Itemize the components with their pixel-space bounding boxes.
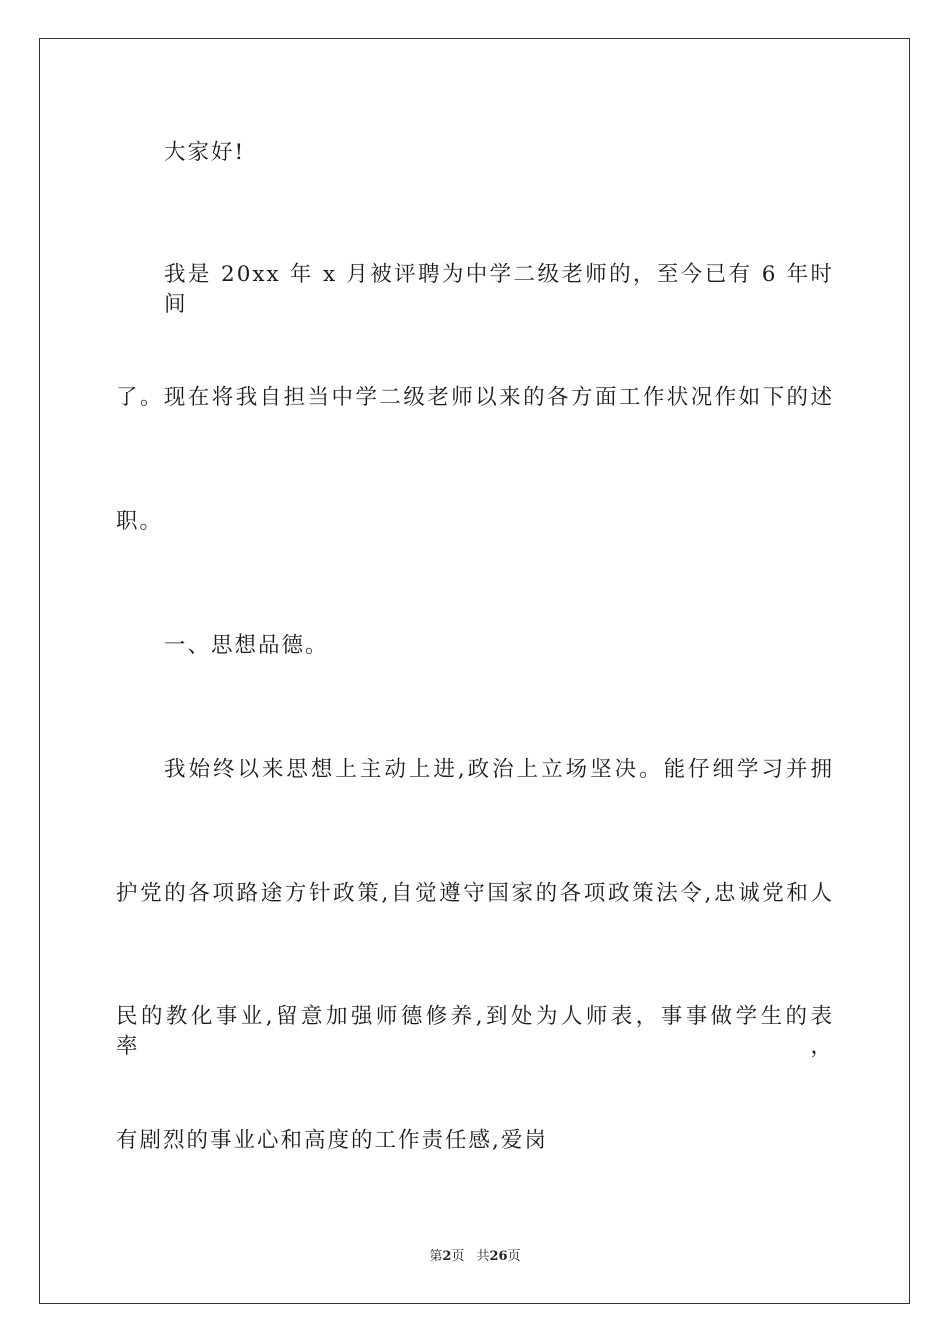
page-border bbox=[39, 38, 910, 1304]
page-number-prefix: 第 bbox=[429, 1249, 443, 1264]
paragraph-2-line-3: 民的教化事业,留意加强师德修养,到处为人师表，事事做学生的表率， bbox=[116, 1004, 834, 1059]
section-heading: 一、思想品德。 bbox=[164, 633, 329, 658]
total-pages-prefix: 共 bbox=[476, 1249, 490, 1264]
page-number-suffix: 页 bbox=[451, 1249, 465, 1264]
greeting-line: 大家好! bbox=[164, 140, 246, 165]
paragraph-1-line-1: 我是 20xx 年 x 月被评聘为中学二级老师的，至今已有 6 年时间 bbox=[164, 262, 834, 317]
paragraph-1-line-3: 职。 bbox=[116, 509, 164, 534]
paragraph-2-line-4: 有剧烈的事业心和高度的工作责任感,爱岗 bbox=[116, 1128, 548, 1153]
paragraph-2-line-2: 护党的各项路途方针政策,自觉遵守国家的各项政策法令,忠诚党和人 bbox=[116, 881, 834, 906]
current-page-number: 2 bbox=[442, 1249, 452, 1264]
total-pages-suffix: 页 bbox=[507, 1249, 521, 1264]
total-pages-number: 26 bbox=[489, 1249, 508, 1264]
paragraph-1-line-2: 了。现在将我自担当中学二级老师以来的各方面工作状况作如下的述 bbox=[116, 385, 834, 410]
page-footer bbox=[0, 1248, 950, 1266]
paragraph-2-line-1: 我始终以来思想上主动上进,政治上立场坚决。能仔细学习并拥 bbox=[164, 757, 834, 782]
